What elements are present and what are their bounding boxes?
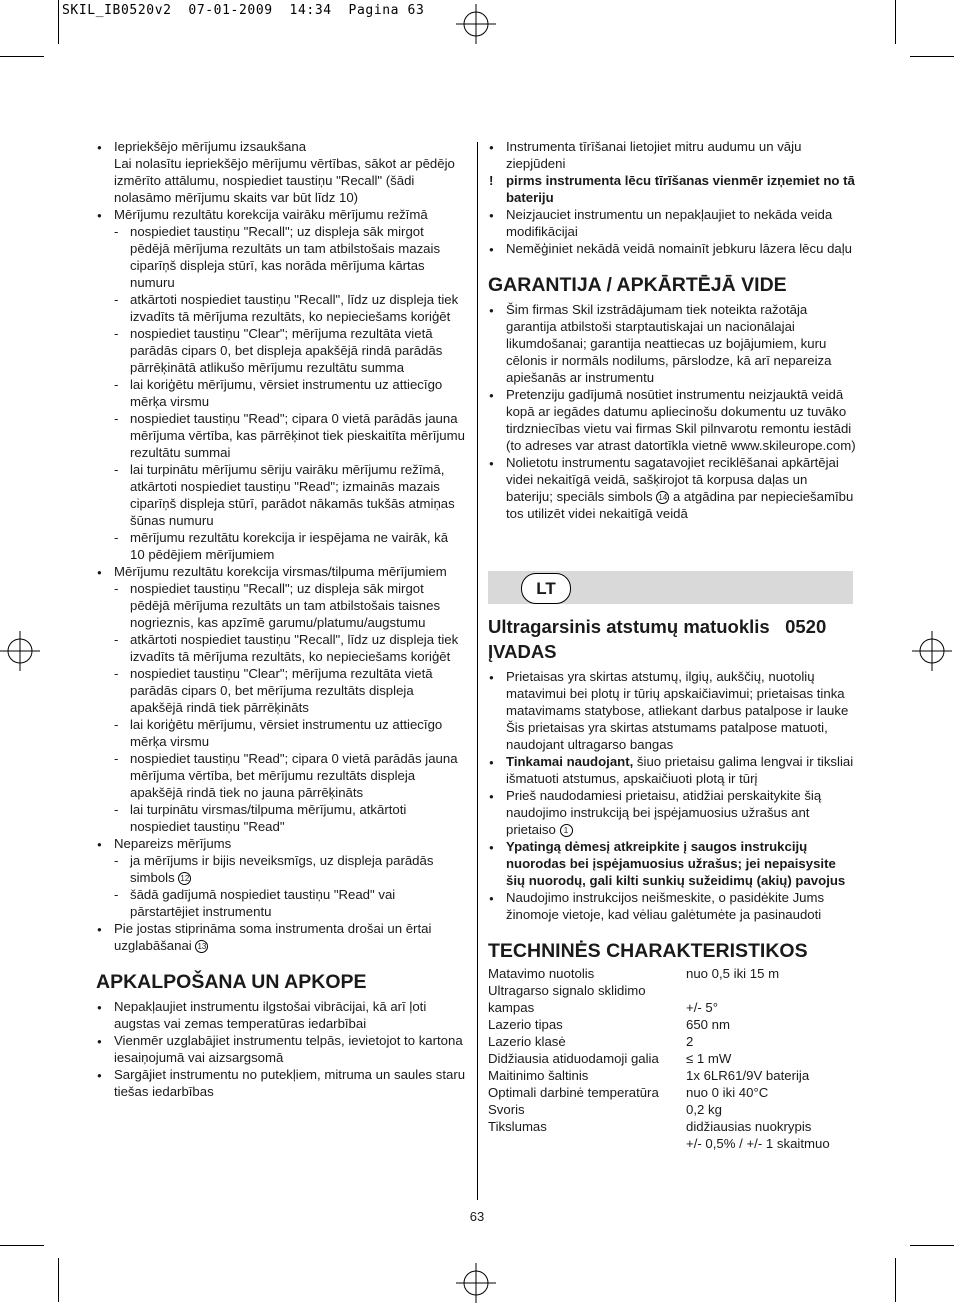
spec-key: Svoris xyxy=(488,1102,525,1117)
list-item: ● Naudojimo instrukcijos neišmeskite, o pasidėkite Jums žinomoje vietoje, kad vėliau galėtumėte ja pasinaudoti xyxy=(488,889,856,923)
list-item: ● Nolietotu instrumentu sagatavojiet reciklēšanai apkārtējai videi nekaitīgā veidā, sašķirojot tā korpusa daļas un bateriju; speciāls simbols 14 a atgādina par nepieciešamību tos utilizēt videi nekaitīgā veidā xyxy=(488,454,856,522)
spec-value: +/- 5° xyxy=(686,1000,719,1015)
crop-mark xyxy=(895,0,896,44)
sub-item: - nospiediet taustiņu "Read"; cipara 0 vietā parādās jauna mērījuma vērtība, kas pārrēķinot tiek pieskaitīta mērījumu rezultātu summai xyxy=(96,410,466,461)
spec-value xyxy=(686,982,856,999)
list-item: ● Iepriekšējo mērījumu izsaukšana Lai nolasītu iepriekšējo mērījumu vērtības, sākot ar pēdējo izmērīto attālumu, nospiediet taustiņu "Recall" (šādi nolasāmo mērījumu skaits var būt līdz 10) xyxy=(96,138,466,206)
sub-item: - nospiediet taustiņu "Recall"; uz displeja sāk mirgot pēdējā mērījuma rezultāts un tam atbilstošais mazais ciparīņš displeja stūrī, kas norāda mērījuma kārtas numuru xyxy=(96,223,466,291)
right-column-lower xyxy=(488,614,856,1152)
sub-item: - lai koriģētu mērījumu, vērsiet instrumentu uz attiecīgo mērķa virsmu xyxy=(96,376,466,410)
list-item: ● Prieš naudodamiesi prietaisu, atidžiai perskaitykite šią naudojimo instrukciją bei įspėjamuosius užrašus ant prietaiso 1 xyxy=(488,787,856,838)
right-column xyxy=(488,138,856,522)
crop-mark xyxy=(58,0,59,44)
crop-mark xyxy=(0,1245,44,1246)
sub-item: - nospiediet taustiņu "Clear"; mērījuma rezultāta vietā parādās cipars 0, bet displeja apakšējā rindā parādās pārrēķinātā atlikušo mērījumu rezultātu summa xyxy=(96,325,466,376)
crop-mark xyxy=(895,1258,896,1302)
list-item: ● Tinkamai naudojant, šiuo prietaisu galima lengvai ir tiksliai išmatuoti atstumus, apskaičiuoti plotą ir tūrį xyxy=(488,753,856,787)
circled-number-icon: 1 xyxy=(560,824,573,837)
spec-key xyxy=(488,1135,686,1152)
section-heading: ĮVADAS xyxy=(488,641,557,662)
sub-item: - nospiediet taustiņu "Clear"; mērījuma rezultāta vietā parādās cipars 0, bet mērījuma rezultāts displeja apakšējā rindā tiek pārrēķināts xyxy=(96,665,466,716)
section-heading: TECHNINĖS CHARAKTERISTIKOS xyxy=(488,940,808,962)
spec-key: Matavimo nuotolis xyxy=(488,966,595,981)
registration-mark-icon xyxy=(456,4,496,44)
spec-value: 2 xyxy=(686,1034,694,1049)
product-title: Ultragarsinis atstumų matuoklis 0520 xyxy=(488,616,827,637)
spec-value: 1x 6LR61/9V baterija xyxy=(686,1068,810,1083)
spec-key: Lazerio tipas xyxy=(488,1017,563,1032)
list-item: ● Nepakļaujiet instrumentu ilgstošai vibrācijai, kā arī ļoti augstas vai zemas temperatūras iedarbībai xyxy=(96,998,466,1032)
sub-item: - ja mērījums ir bijis neveiksmīgs, uz displeja parādās simbols 12 xyxy=(96,852,466,886)
sub-item: - šādā gadījumā nospiediet taustiņu "Read" vai pārstartējiet instrumentu xyxy=(96,886,466,920)
spec-value: 0,2 kg xyxy=(686,1102,722,1117)
sub-item: - lai turpinātu virsmas/tilpuma mērījumu, atkārtoti nospiediet taustiņu "Read" xyxy=(96,801,466,835)
list-item: ● Šim firmas Skil izstrādājumam tiek noteikta ražotāja garantija atbilstoši starptautiskajai un nacionālajai likumdošanai; garantija neattiecas uz bojājumiem, kuru cēlonis ir normāls nodilums, pārslodze, kā arī nepareiza apiešanās ar instrumentu xyxy=(488,301,856,386)
list-item: ● Mērījumu rezultātu korekcija virsmas/tilpuma mērījumiem xyxy=(96,563,466,580)
list-item: ● Ypatingą dėmesį atkreipkite į saugos instrukcijų nuorodas bei įspėjamuosius užrašus; jei nepaisysite šių nuorodų, gali kilti sunkių sužeidimų (akių) pavojus xyxy=(488,838,856,889)
spec-value: nuo 0 iki 40°C xyxy=(686,1085,769,1100)
section-heading: GARANTIJA / APKĀRTĒJĀ VIDE xyxy=(488,274,787,296)
list-item: ● Neměģiniet nekādā veidā nomainīt jebkuru lāzera lēcu daļu xyxy=(488,240,856,257)
list-item: ● Pretenziju gadījumā nosūtiet instrumentu neizjauktā veidā kopā ar iegādes datumu apliecinošu dokumentu uz tuvāko tirdzniecības vietu vai firmas Skil pilnvarotu remontu iestādi (to adreses var atrast datortīkla vietnē www.skileurope.com) xyxy=(488,386,856,454)
list-item: ● Nepareizs mērījums xyxy=(96,835,466,852)
registration-mark-icon xyxy=(912,631,952,671)
spec-key: kampas xyxy=(488,1000,535,1015)
list-item: ● Sargājiet instrumentu no putekļiem, mitruma un saules staru tiešas iedarbības xyxy=(96,1066,466,1100)
column-divider xyxy=(477,142,478,1200)
list-item: ● Mērījumu rezultātu korekcija vairāku mērījumu režīmā xyxy=(96,206,466,223)
spec-key: Didžiausia atiduodamoji galia xyxy=(488,1051,659,1066)
warning-note: ! pirms instrumenta lēcu tīrīšanas vienmēr izņemiet no tā bateriju xyxy=(488,172,856,206)
spec-value: ≤ 1 mW xyxy=(686,1051,732,1066)
page-number: 63 xyxy=(469,1209,485,1224)
sub-item: - nospiediet taustiņu "Recall"; uz displeja sāk mirgot pēdējā mērījuma rezultāts un tam atbilstošais taisnes nogrieznis, kas apzīmē garumu/platumu/augstumu xyxy=(96,580,466,631)
spec-value: nuo 0,5 iki 15 m xyxy=(686,966,780,981)
spec-key: Ultragarso signalo sklidimo xyxy=(488,983,646,998)
spec-value: +/- 0,5% / +/- 1 skaitmuo xyxy=(686,1136,830,1151)
language-badge: LT xyxy=(521,573,571,604)
spec-value: 650 nm xyxy=(686,1017,730,1032)
crop-mark xyxy=(910,56,954,57)
left-column xyxy=(96,138,466,1100)
circled-number-icon: 14 xyxy=(656,491,669,504)
list-item: ● Pie jostas stiprināma soma instrumenta drošai un ērtai uzglabāšanai 13 xyxy=(96,920,466,954)
print-header: SKIL_IB0520v2 07-01-2009 14:34 Pagina 63 xyxy=(62,3,425,18)
list-item: ● Vienmēr uzglabājiet instrumentu telpās, ievietojot to kartona iesaiņojumā vai aizsargsomā xyxy=(96,1032,466,1066)
section-heading: APKALPOŠANA UN APKOPE xyxy=(96,971,367,993)
sub-item: - nospiediet taustiņu "Read"; cipara 0 vietā parādās jauna mērījuma vērtība, bet mērījumu rezultāts displeja apakšējā rindā tiek no jauna pārrēķināts xyxy=(96,750,466,801)
list-item: ● Neizjauciet instrumentu un nepakļaujiet to nekāda veida modifikācijai xyxy=(488,206,856,240)
crop-mark xyxy=(910,1245,954,1246)
sub-item: - mērījumu rezultātu korekcija ir iespējama ne vairāk, kā 10 pēdējiem mērījumiem xyxy=(96,529,466,563)
spec-key: Optimali darbinė temperatūra xyxy=(488,1085,659,1100)
sub-item: - atkārtoti nospiediet taustiņu "Recall", līdz uz displeja tiek izvadīts tā mērījuma rezultāts, ko nepieciešams koriģēt xyxy=(96,631,466,665)
crop-mark xyxy=(58,1258,59,1302)
circled-number-icon: 13 xyxy=(195,940,208,953)
spec-value: didžiausias nuokrypis xyxy=(686,1119,812,1134)
spec-key: Maitinimo šaltinis xyxy=(488,1068,589,1083)
registration-mark-icon xyxy=(0,631,40,671)
sub-item: - atkārtoti nospiediet taustiņu "Recall", līdz uz displeja tiek izvadīts tā mērījuma rezultāts, ko nepieciešams koriģēt xyxy=(96,291,466,325)
registration-mark-icon xyxy=(456,1263,496,1303)
spec-key: Lazerio klasė xyxy=(488,1034,566,1049)
list-item: ● Prietaisas yra skirtas atstumų, ilgių, aukščių, nuotolių matavimui bei plotų ir tūrių apskaičiavimui; prietaisas tinka matavimams statybose, atliekant darbus patalpose ir lauke Šis prietaisas yra skirtas atstumams patalpose matuoti, naudojant ultragarso bangas xyxy=(488,668,856,753)
circled-number-icon: 12 xyxy=(178,872,191,885)
crop-mark xyxy=(0,56,44,57)
sub-item: - lai koriģētu mērījumu, vērsiet instrumentu uz attiecīgo mērķa virsmu xyxy=(96,716,466,750)
list-item: ● Instrumenta tīrīšanai lietojiet mitru audumu un vāju ziepjūdeni xyxy=(488,138,856,172)
spec-table xyxy=(488,965,856,1152)
spec-key: Tikslumas xyxy=(488,1119,547,1134)
sub-item: - lai turpinātu mērījumu sēriju vairāku mērījumu režīmā, atkārtoti nospiediet taustiņu "Read"; izmainās mazais ciparīņš displeja stūrī, parādot nākamās tukšās atmiņas šūnas numuru xyxy=(96,461,466,529)
